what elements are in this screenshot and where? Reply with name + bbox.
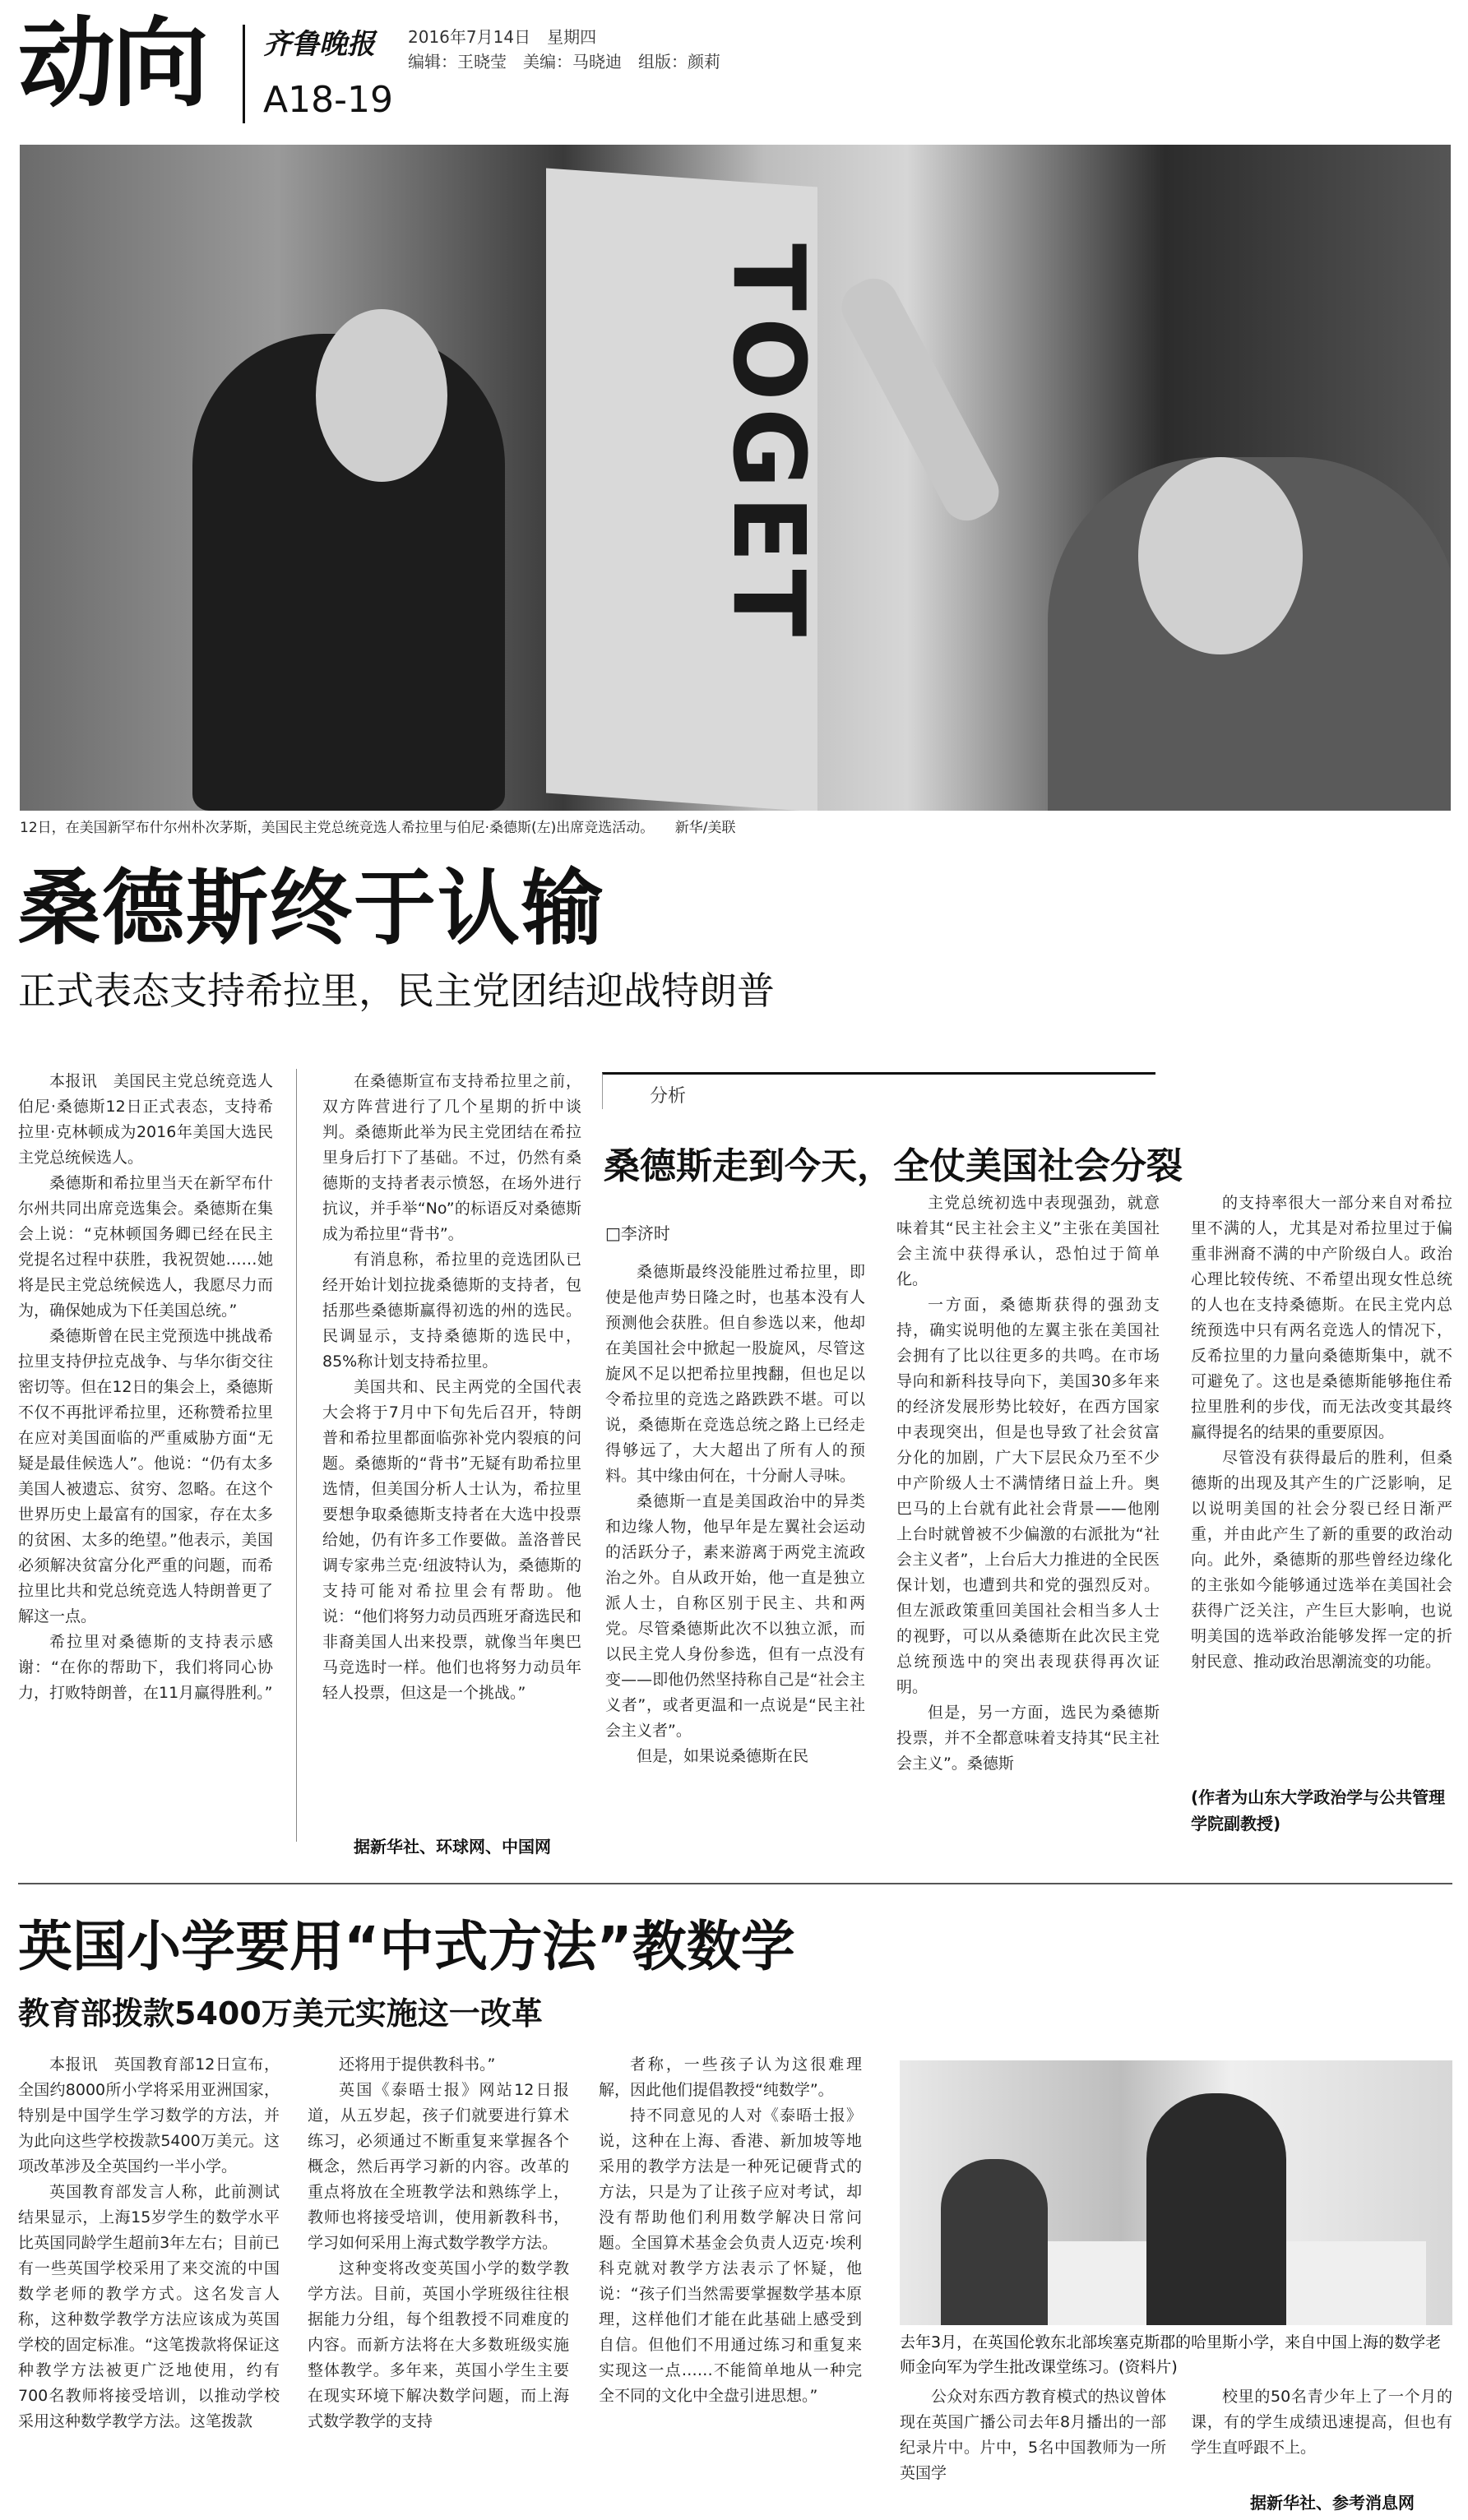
- lead-photo: [20, 145, 1451, 811]
- page-number: A18-19: [263, 79, 393, 121]
- paragraph: 在桑德斯宣布支持希拉里之前，双方阵营进行了几个星期的折中谈判。桑德斯此举为民主党团结在希拉里身后打下了基础。不过，仍然有桑德斯的支持者表示愤怒，在场外进行抗议，并手举“No”的标语反对桑德斯成为希拉里“背书”。: [322, 1072, 581, 1243]
- photo-raised-arm: [833, 270, 1007, 529]
- photo-child: [941, 2159, 1048, 2325]
- paragraph: 者称，一些孩子认为这很难理解，因此他们提倡教授“纯数学”。: [599, 2055, 862, 2099]
- paragraph: 尽管没有获得最后的胜利，但桑德斯的出现及其产生的广泛影响，足以说明美国的社会分裂已经日渐严重，并由此产生了新的重要的政治动向。此外，桑德斯的那些曾经边缘化的主张如今能够通过选举在美国社会获得广泛关注，产生巨大影响，也说明美国的选举政治能够发挥一定的折射民意、推动政治思潮流变的功能。: [1191, 1449, 1452, 1671]
- paragraph: 桑德斯最终没能胜过希拉里，即使是他声势日隆之时，也基本没有人预测他会获胜。但自参选以来，他却在美国社会中掀起一股旋风，尽管这旋风不足以把希拉里拽翻，但也足以令希拉里的竞选之路跌跌不堪。可以说，桑德斯在竞选总统之路上已经走得够远了，大大超出了所有人的预料。其中缘由何在，十分耐人寻味。: [605, 1263, 865, 1485]
- paragraph: 持不同意见的人对《泰晤士报》说，这种在上海、香港、新加坡等地采用的教学方法是一种死记硬背式的方法，只是为了让孩子应对考试，却没有帮助他们利用数学解决日常问题。全国算术基金会负责人迈克·埃利科克就对教学方法表示了怀疑，他说：“孩子们当然需要掌握数学基本原理，这样他们才能在此基础上感受到自信。但他们不用通过练习和重复来实现这一点……不能简单地从一种完全不同的文化中全盘引进思想。”: [599, 2106, 862, 2405]
- story1-column-2: [322, 1069, 581, 1706]
- newspaper-logo: 齐鲁晚报: [263, 28, 375, 61]
- story2-column-5: [1191, 2384, 1452, 2461]
- masthead-meta: [408, 25, 720, 74]
- story2-column-2: [308, 2052, 569, 2434]
- story1-column-1: [18, 1069, 273, 1706]
- main-subheadline: 正式表态支持希拉里，民主党团结迎战特朗普: [18, 969, 775, 1013]
- analysis-headline: 桑德斯走到今天，全仗美国社会分裂: [604, 1145, 1183, 1187]
- analysis-column-1: [605, 1260, 865, 1769]
- paragraph: 英国《泰晤士报》网站12日报道，从五岁起，孩子们就要进行算术练习，必须通过不断重复来掌握各个概念，然后再学习新的内容。改革的重点将放在全班教学法和熟练学上，教师也将接受培训，使用新教科书，学习如何采用上海式数学教学方法。: [308, 2081, 569, 2252]
- editors-line: 编辑：王晓莹 美编：马晓迪 组版：颜莉: [408, 52, 720, 72]
- analysis-column-2: [896, 1191, 1160, 1777]
- paragraph: 校里的50名青少年上了一个月的课，有的学生成绩迅速提高，但也有学生直呼跟不上。: [1191, 2388, 1452, 2457]
- lead-photo-caption: 12日，在美国新罕布什尔州朴次茅斯，美国民主党总统竞选人希拉里与伯尼·桑德斯(左)出席竞选活动。 新华/美联: [20, 820, 736, 836]
- paragraph: 但是，另一方面，选民为桑德斯投票，并不全都意味着支持其“民主社会主义”。桑德斯: [896, 1704, 1160, 1773]
- paragraph: 公众对东西方教育模式的热议曾体现在英国广播公司去年8月播出的一部纪录片中。片中，5名中国教师为一所英国学: [900, 2388, 1166, 2482]
- photo-banner-text: TOGET: [711, 243, 825, 644]
- analysis-label: 分析: [650, 1086, 687, 1107]
- paragraph: 桑德斯曾在民主党预选中挑战希拉里支持伊拉克战争、与华尔街交往密切等。但在12日的集会上，桑德斯不仅不再批评希拉里，还称赞希拉里在应对美国面临的严重威胁方面“无疑是最佳候选人”。他说：“仍有太多美国人被遗忘、贫穷、忽略。在这个世界历史上最富有的国家，存在太多的贫困、太多的绝望。”他表示，美国必须解决贫富分化严重的问题，而希拉里比共和党总统竞选人特朗普更了解这一点。: [18, 1327, 273, 1625]
- paragraph: 本报讯 美国民主党总统竞选人伯尼·桑德斯12日正式表态，支持希拉里·克林顿成为2016年美国大选民主党总统候选人。: [18, 1072, 273, 1167]
- story1-source: 据新华社、环球网、中国网: [354, 1837, 551, 1856]
- section-title: 动向: [18, 7, 206, 120]
- paragraph: 主党总统初选中表现强劲，就意味着其“民主社会主义”主张在美国社会主流中获得承认，恐怕过于简单化。: [896, 1194, 1160, 1288]
- paragraph: 但是，如果说桑德斯在民: [637, 1747, 809, 1765]
- story2-subheadline: 教育部拨款5400万美元实施这一改革: [18, 1995, 543, 2032]
- analysis-column-3: [1191, 1191, 1452, 1675]
- date-line: 2016年7月14日 星期四: [408, 27, 597, 47]
- classroom-photo: [900, 2060, 1452, 2325]
- paragraph: 的支持率很大一部分来自对希拉里不满的人，尤其是对希拉里过于偏重非洲裔不满的中产阶级白人。政治心理比较传统、不希望出现女性总统的人也在支持桑德斯。在民主党内总统预选中只有两名竞选人的情况下，反希拉里的力量向桑德斯集中，就不可避免了。这也是桑德斯能够拖住希拉里胜利的步伐，而无法改变其最终赢得提名的结果的重要原因。: [1191, 1194, 1452, 1441]
- paragraph: 希拉里对桑德斯的支持表示感谢：“在你的帮助下，我们将同心协力，打败特朗普，在11月赢得胜利。”: [18, 1633, 273, 1702]
- paragraph: 有消息称，希拉里的竞选团队已经开始计划拉拢桑德斯的支持者，包括那些桑德斯赢得初选的州的选民。民调显示，支持桑德斯的选民中，85%称计划支持希拉里。: [322, 1251, 581, 1371]
- analysis-byline: □李济时: [605, 1223, 670, 1243]
- paragraph: 这种变将改变英国小学的数学教学方法。目前，英国小学班级往往根据能力分组，每个组教授不同难度的内容。而新方法将在大多数班级实施整体教学。多年来，英国小学生主要在现实环境下解决数学问题，而上海式数学教学的支持: [308, 2259, 569, 2430]
- paragraph: 桑德斯一直是美国政治中的异类和边缘人物，他早年是左翼社会运动的活跃分子，素来游离于两党主流政治之外。自从政开始，他一直是独立派人士，自称区别于民主、共和两党。尽管桑德斯此次不以独立派，而以民主党人身份参选，但有一点没有变——即他仍然坚持称自己是“社会主义者”，或者更温和一点说是“民主社会主义者”。: [605, 1492, 865, 1740]
- main-headline: 桑德斯终于认输: [18, 860, 605, 956]
- paragraph: 还将用于提供教科书。”: [339, 2055, 496, 2074]
- story2-column-1: [18, 2052, 280, 2434]
- classroom-photo-caption: 去年3月，在英国伦敦东北部埃塞克斯郡的哈里斯小学，来自中国上海的数学老师金向军为学生批改课堂练习。(资料片): [900, 2333, 1442, 2376]
- paragraph: 本报讯 英国教育部12日宣布，全国约8000所小学将采用亚洲国家，特别是中国学生学习数学的方法，并为此向这些学校拨款5400万美元。这项改革涉及全英国约一半小学。: [18, 2055, 280, 2176]
- story2-column-4: [900, 2384, 1166, 2486]
- section-divider: [18, 1883, 1452, 1884]
- story2-headline: 英国小学要用“中式方法”教数学: [18, 1915, 795, 1978]
- story2-source: 据新华社、参考消息网: [1250, 2493, 1415, 2513]
- paragraph: 英国教育部发言人称，此前测试结果显示，上海15岁学生的数学水平比英国同龄学生超前3年左右；目前已有一些英国学校采用了来交流的中国数学老师的教学方式。这名发言人称，这种数学教学方法应该成为英国学校的固定标准。“这笔拨款将保证这种教学方法被更广泛地使用，约有700名教师将接受培训，以推动学校采用这种数学教学方法。这笔拨款: [18, 2183, 280, 2430]
- paragraph: 一方面，桑德斯获得的强劲支持，确实说明他的左翼主张在美国社会拥有了比以往更多的共鸣。在市场导向和新科技导向下，美国30多年来的经济发展形势比较好，在西方国家中表现突出，但是也导致了社会贫富分化的加剧，广大下层民众乃至不少中产阶级人士不满情绪日益上升。奥巴马的上台就有此社会背景——他刚上台时就曾被不少偏激的右派批为“社会主义者”，上台后大力推进的全民医保计划，也遭到共和党的强烈反对。但左派政策重回美国社会相当多人士的视野，可以从桑德斯在此次民主党总统预选中的突出表现获得再次证明。: [896, 1296, 1160, 1696]
- column-rule: [296, 1069, 297, 1842]
- author-note: (作者为山东大学政治学与公共管理学院副教授): [1191, 1787, 1446, 1833]
- paragraph: 桑德斯和希拉里当天在新罕布什尔州共同出席竞选集会。桑德斯在集会上说：“克林顿国务卿已经在民主党提名过程中获胜，我祝贺她……她将是民主党总统候选人，我愿尽力而为，确保她成为下任美国总统。”: [18, 1174, 273, 1320]
- paragraph: 美国共和、民主两党的全国代表大会将于7月中下旬先后召开，特朗普和希拉里都面临弥补党内裂痕的问题。桑德斯的“背书”无疑有助希拉里选情，但美国分析人士认为，希拉里要想争取桑德斯支持者在大选中投票给她，仍有许多工作要做。盖洛普民调专家弗兰克·纽波特认为，桑德斯的支持可能对希拉里会有帮助。他说：“他们将努力动员西班牙裔选民和非裔美国人出来投票，就像当年奥巴马竞选时一样。他们也将努力动员年轻人投票，但这是一个挑战。”: [322, 1378, 581, 1702]
- masthead-divider: [243, 25, 245, 123]
- photo-head-left: [316, 309, 447, 482]
- photo-head-right: [1138, 457, 1303, 654]
- story2-column-3: [599, 2052, 862, 2409]
- photo-teacher: [1146, 2093, 1286, 2325]
